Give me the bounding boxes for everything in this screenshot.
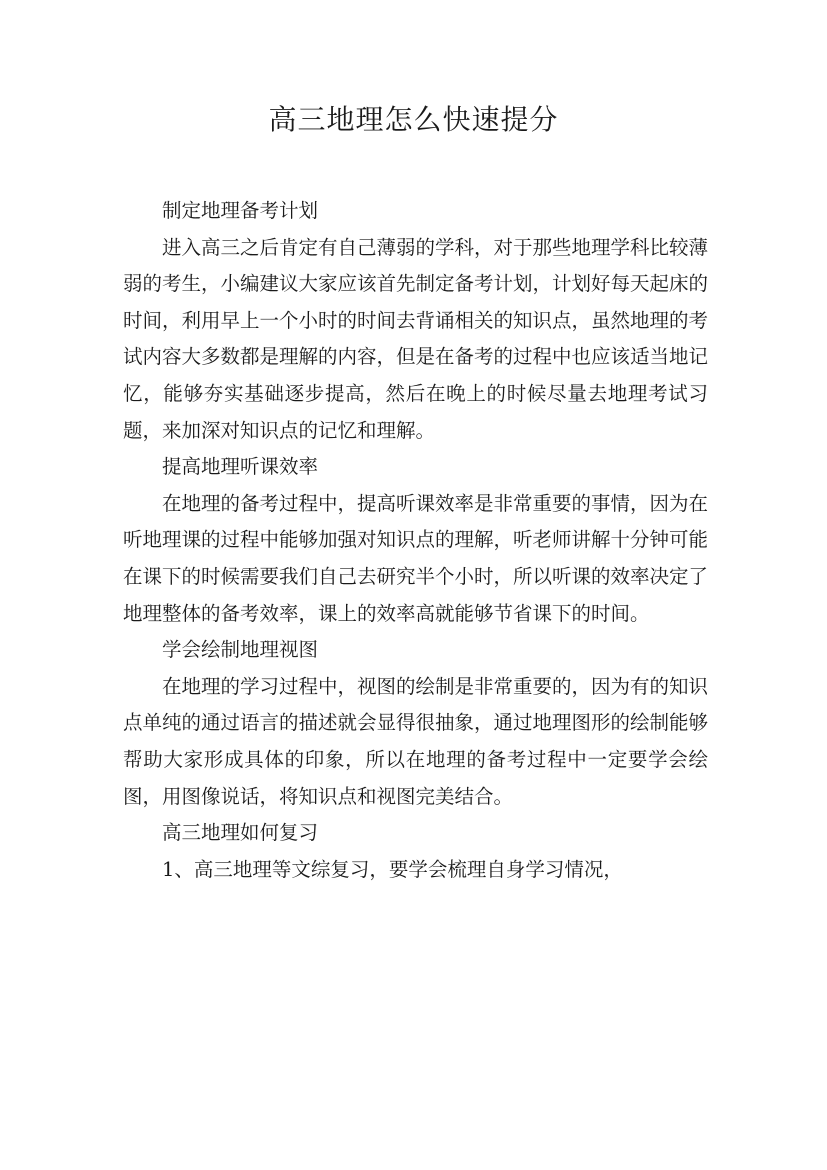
section-heading-drawing: 学会绘制地理视图 xyxy=(162,638,319,662)
section-heading-plan: 制定地理备考计划 xyxy=(162,199,319,222)
paragraph-review: 1、高三地理等文综复习，要学会梳理自身学习情况， xyxy=(162,857,623,881)
paragraph-efficiency: 在地理的备考过程中，提高听课效率是非常重要的事情，因为在听地理课的过程中能够加强对知识点的理解，听老师讲解十分钟可能在课下的时候需要我们自己去研究半个小时，所以听课的效率决定了地理整体的备考效率，课上的效率高就能够节省课下的时间。 xyxy=(123,491,709,625)
section-heading-review: 高三地理如何复习 xyxy=(162,821,319,845)
document-body xyxy=(123,193,708,888)
section-heading-efficiency: 提高地理听课效率 xyxy=(162,455,319,479)
paragraph-plan: 进入高三之后肯定有自己薄弱的学科，对于那些地理学科比较薄弱的考生，小编建议大家应该首先制定备考计划，计划好每天起床的时间，利用早上一个小时的时间去背诵相关的知识点，虽然地理的考试内容大多数都是理解的内容，但是在备考的过程中也应该适当地记忆，能够夯实基础逐步提高，然后在晚上的时候尽量去地理考试习题，来加深对知识点的记忆和理解。 xyxy=(123,235,709,442)
paragraph-drawing: 在地理的学习过程中，视图的绘制是非常重要的，因为有的知识点单纯的通过语言的描述就会显得很抽象，通过地理图形的绘制能够帮助大家形成具体的印象，所以在地理的备考过程中一定要学会绘图，用图像说话，将知识点和视图完美结合。 xyxy=(123,674,709,808)
document-title: 高三地理怎么快速提分 xyxy=(268,103,559,136)
